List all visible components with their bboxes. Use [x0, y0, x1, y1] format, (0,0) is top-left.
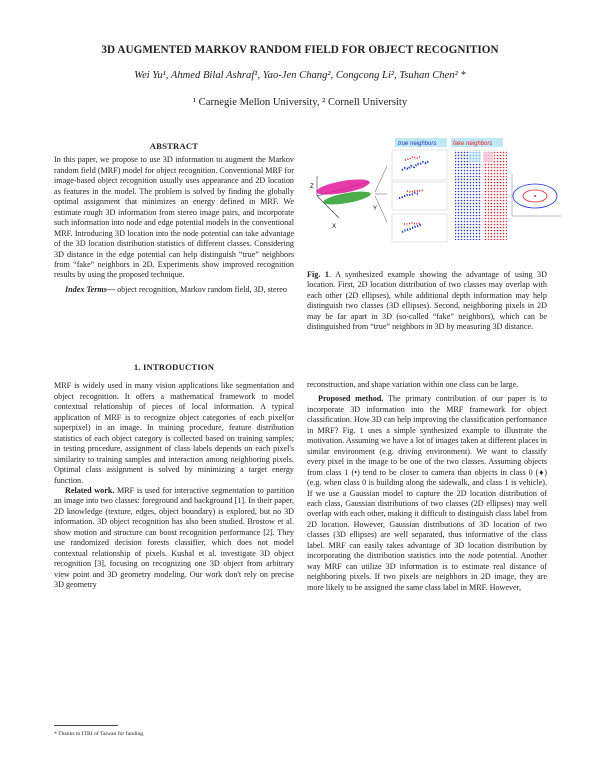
- index-terms-text: object recognition, Markov random field, 3D, stereo: [115, 284, 287, 294]
- index-terms: [54, 285, 294, 295]
- proposed-method-paragraph: [307, 394, 547, 593]
- right-column-body: [307, 380, 547, 593]
- introduction-heading: 1. INTRODUCTION: [133, 362, 215, 372]
- node-emphasis: node: [468, 551, 484, 561]
- point-plot-middle: [392, 182, 447, 210]
- 3d-ellipse-plot: [310, 176, 377, 230]
- index-terms-label: Index Terms—: [65, 284, 116, 294]
- figure-caption-label: Fig. 1: [307, 270, 329, 279]
- affiliations: ¹ Carnegie Mellon University, ² Cornell University: [192, 97, 408, 108]
- figure-caption-text: . A synthesized example showing the advantage of using 3D location. First, 2D location distribution of two classes may overlap with each other (2D ellipses), while additional depth information may help distinguish two classes (3D ellipses). Second, neighboring pixels in 2D may be far apart in 3D (so-called “fake” neighbors), which can be distinguished from “true” neighbors in 3D by measuring 3D distance.: [307, 270, 547, 332]
- abstract-text: In this paper, we propose to use 3D information to augment the Markov random field (MRF) model for object recognition. Conventional MRF for image-based object recognition usually uses appearance and 2D location as features in the model. The problem is solved by finding the globally optimal assignment that minimizes an energy defined in MRF. We estimate rough 3D information from stereo image pairs, and incorporate such information into node and edge potential models in the conventional MRF. Introducing 3D location into the node potential can take advantage of the 3D location distribution statistics of different classes. Considering 3D distance in the edge potential can help distinguish “true” neighbors from “fake” neighbors in 2D. Experiments show improved recognition results by using the proposed technique.: [54, 155, 294, 280]
- point-plot-bottom: [392, 214, 447, 242]
- 2d-ellipse-plot: [512, 174, 561, 216]
- proposed-method-tail: potential. Another way MRF can utilize 3D information is to estimate real distance of neighboring pixels. If two pixels are neighbors in 2D image, they are more likely to be assigned the same class label in MRF. However,: [307, 551, 548, 592]
- abstract-section: [54, 141, 294, 295]
- author-list: Wei Yu¹, Ahmed Bilal Ashraf¹, Yao-Jen Chang², Congcong Li², Tsuhan Chen² *: [134, 70, 466, 81]
- point-plot-top: [392, 150, 447, 180]
- axis-y-label: Y: [373, 206, 378, 212]
- intro-paragraph-1: MRF is widely used in many vision applications like segmentation and object recognition. It offers a mathematical framework to model contextual relationship of pieces of local information. A typical application of MRF is to recognize object categories of each pixel(or superpixel) in an image. In training procedure, feature distribution statistics of each object category is collected based on training samples; in testing procedure, assignment of class labels depends on each pixel's similarity to training samples and interaction among neighboring pixels. Optimal class assignment is solved by minimizing a target energy function.: [54, 381, 294, 485]
- figure-1-caption: [307, 270, 547, 333]
- proposed-method-label: Proposed method.: [318, 394, 384, 404]
- axis-x-label: X: [332, 224, 337, 230]
- true-neighbors-grid: [455, 150, 481, 240]
- right-paragraph-0: reconstruction, and shape variation within one class can be large.: [307, 380, 519, 389]
- introduction-section: [54, 362, 294, 591]
- abstract-heading: ABSTRACT: [149, 141, 199, 151]
- footnote: * Thanks to ITRI of Taiwan for funding.: [54, 731, 145, 737]
- fake-neighbors-grid: [483, 150, 507, 240]
- axis-z-label: Z: [310, 184, 314, 190]
- fake-neighbors-legend: fake neighbors: [453, 141, 493, 147]
- related-work-label: Related work.: [65, 485, 115, 495]
- figure-arrows: [375, 166, 387, 222]
- intro-paragraph-2: [54, 486, 294, 591]
- footnote-rule: [54, 725, 118, 726]
- true-neighbors-legend: true neighbors: [398, 141, 437, 147]
- proposed-method-text: The primary contribution of our paper is to incorporate 3D information into the MRF framework for object classification. How 3D can help improving the classification performance in MRF? Fig. 1 uses a simple synthesized example to illustrate the motivation. Assuming we have a lot of images taken at different places in similar environment (e.g. driving environment). We want to classify every pixel in the image to be one of the two classes. Assuming objects from class 1 (•) tend to be closer to camera than objects in class 0 (♦) (e.g. when class 0 is building along the sidewalk, and class 1 is vehicle). If we use a Gaussian model to capture the 2D location distribution of each class, Gaussian distributions of two classes (2D ellipses) may well overlap with each other, making it difficult to distinguish class label from 2D location. However, Gaussian distributions of 3D location of two classes (3D ellipses) are well separated, thus informative of the class label. MRF can easily takes advantage of 3D location distribution by incorporating the distribution statistics into the: [307, 394, 547, 561]
- related-work-text: MRF is used for interactive segmentation to partition an image into two classes: foreground and background [1]. In their paper, 2D knowledge (texture, edges, object boundary) is explored, but no 3D information. 3D object recognition has also been studied. Brostow et al. show motion and structure can boost recognition performance [2]. They use randomized decision forests classifier, which does not model contextual relationship of pixels. Kushal et al. investigate 3D object recognition [3], focusing on recognizing one 3D object from arbitrary view point and 3D geometry modeling. Our work don't rely on precise 3D geometry: [54, 485, 295, 590]
- figure-1-illustration: [307, 136, 562, 250]
- paper-title: 3D AUGMENTED MARKOV RANDOM FIELD FOR OBJECT RECOGNITION: [101, 44, 499, 56]
